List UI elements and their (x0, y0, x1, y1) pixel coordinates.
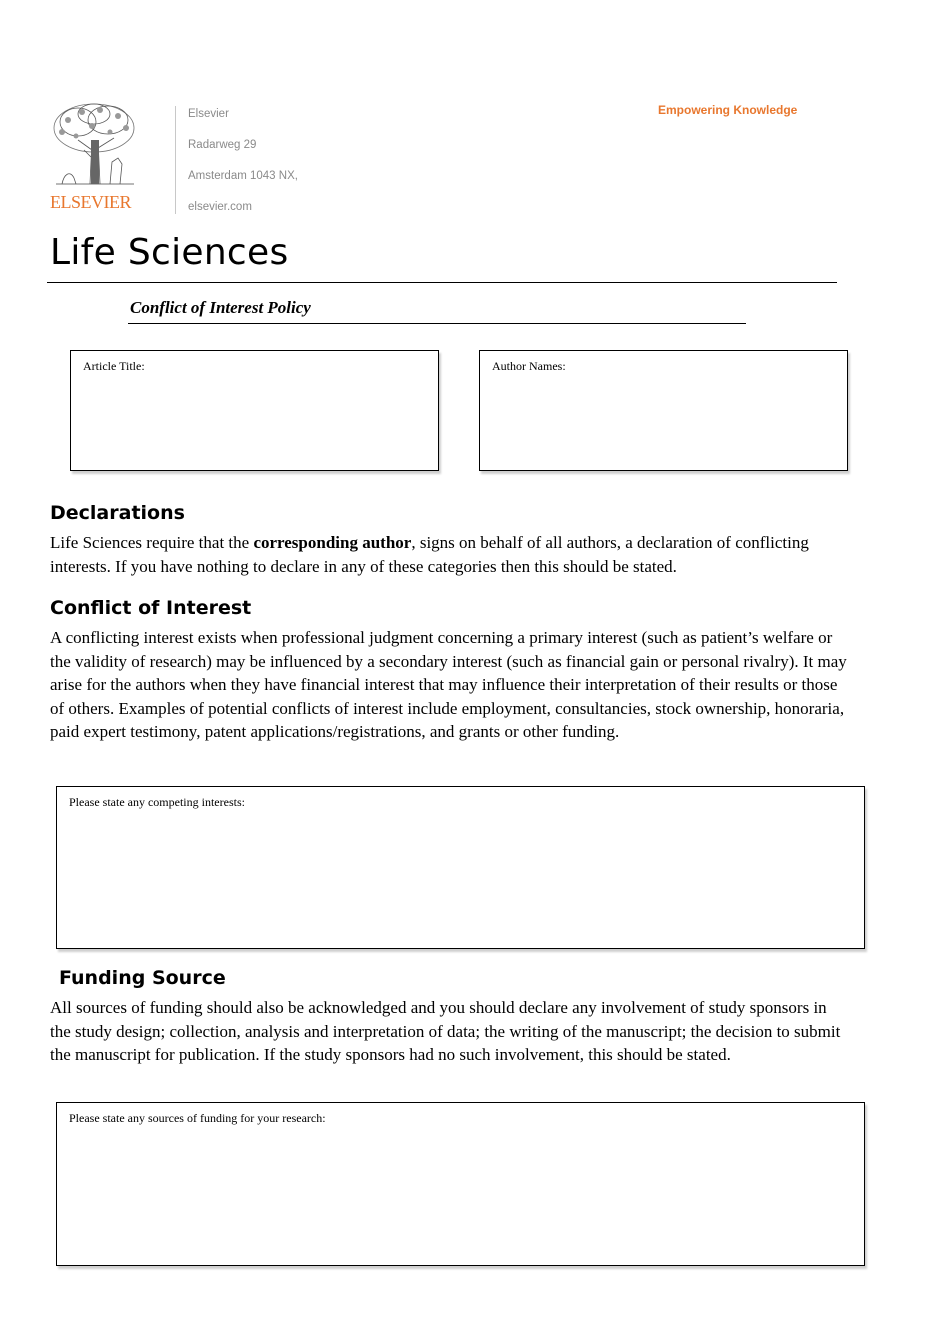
author-names-label: Author Names: (492, 359, 566, 373)
declarations-text (50, 531, 850, 578)
tagline: Empowering Knowledge (658, 103, 798, 117)
declarations-text-part: Life Sciences require that the (50, 533, 254, 552)
elsevier-wordmark: ELSEVIER (50, 192, 131, 212)
competing-interests-label: Please state any competing interests: (69, 795, 245, 809)
address-company: Elsevier (188, 108, 229, 120)
competing-interests-field[interactable] (56, 786, 865, 949)
article-title-label: Article Title: (83, 359, 145, 373)
page-title: Life Sciences (50, 232, 289, 273)
author-names-field[interactable] (479, 350, 848, 471)
article-title-field[interactable] (70, 350, 439, 471)
conflict-text: A conflicting interest exists when professional judgment concerning a primary interest (such as patient’s welfare or the validity of research) may be influenced by a secondary interest (such as financial gain or personal rivalry). It may arise for the authors when they have financial interest that may influence their interpretation of their results or those of others. Examples of potential conflicts of interest include employment, consultancies, stock ownership, honoraria, paid expert testimony, patent applications/registrations, and grants or other funding. (50, 628, 847, 742)
conflict-heading: Conflict of Interest (50, 597, 252, 619)
subtitle-divider (128, 323, 746, 324)
address-divider (175, 106, 176, 214)
title-divider (47, 282, 837, 283)
declarations-heading: Declarations (50, 502, 185, 524)
policy-subtitle: Conflict of Interest Policy (130, 298, 311, 317)
corresponding-author-emphasis: corresponding author (253, 533, 412, 552)
funding-sources-field[interactable] (56, 1102, 865, 1266)
declarations-text-part: , signs on behalf of all authors, a declaration of conflicting interests. If you have nothing to declare in any of these categories then this should be stated. (50, 533, 809, 576)
address-website: elsevier.com (188, 201, 252, 213)
funding-sources-label: Please state any sources of funding for your research: (69, 1111, 326, 1125)
funding-text: All sources of funding should also be acknowledged and you should declare any involvement of study sponsors in the study design; collection, analysis and interpretation of data; the writing of the manuscript; the decision to submit the manuscript for publication. If the study sponsors had no such involvement, this should be stated. (50, 998, 841, 1065)
funding-heading: Funding Source (59, 967, 226, 989)
address-street: Radarweg 29 (188, 139, 257, 151)
address-city: Amsterdam 1043 NX, (188, 170, 298, 182)
